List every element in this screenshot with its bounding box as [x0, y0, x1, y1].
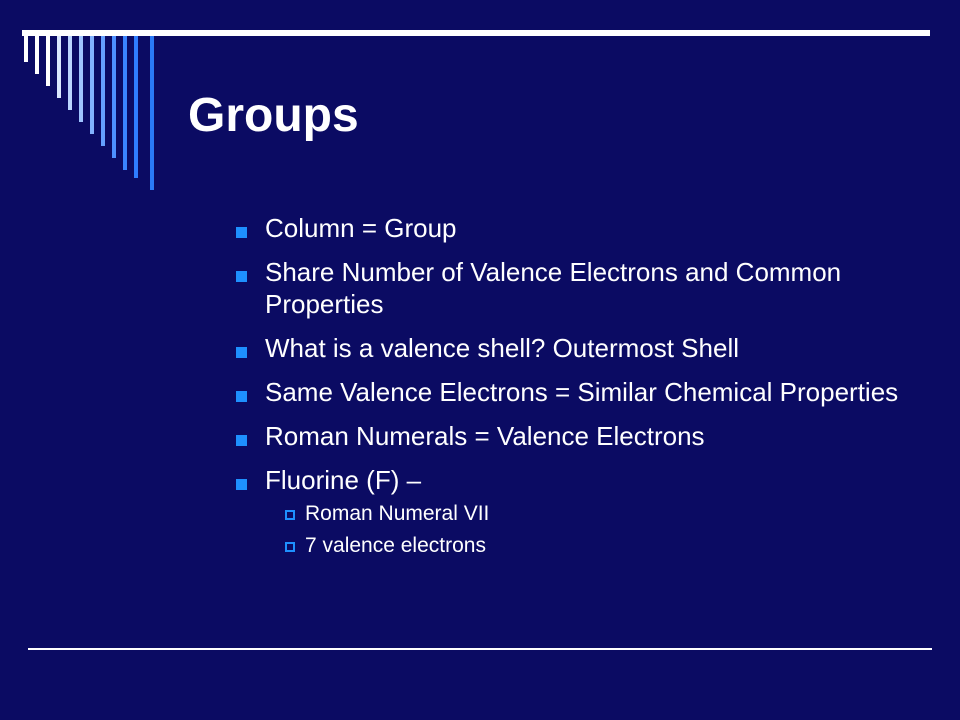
stripe — [112, 36, 116, 158]
stripe — [46, 36, 50, 86]
sub-bullet-text: Roman Numeral VII — [305, 502, 490, 525]
bullet-text: Column = Group — [265, 213, 457, 243]
bullet-list — [236, 212, 916, 574]
stripe — [134, 36, 138, 178]
hollow-square-bullet-icon — [285, 542, 295, 552]
stripe — [150, 36, 154, 190]
bullet-item — [236, 212, 916, 244]
stripe — [79, 36, 83, 122]
bullet-text: Fluorine (F) – — [265, 465, 422, 495]
bullet-text: What is a valence shell? Outermost Shell — [265, 333, 739, 363]
bullet-item — [236, 332, 916, 364]
slide-title: Groups — [188, 89, 359, 142]
stripe — [101, 36, 105, 146]
square-bullet-icon — [236, 347, 247, 358]
square-bullet-icon — [236, 435, 247, 446]
sub-bullet-list — [265, 498, 916, 562]
stripe — [90, 36, 94, 134]
square-bullet-icon — [236, 479, 247, 490]
square-bullet-icon — [236, 271, 247, 282]
square-bullet-icon — [236, 227, 247, 238]
bullet-text: Same Valence Electrons = Similar Chemical Properties — [265, 377, 899, 407]
bullet-item — [236, 464, 916, 562]
square-bullet-icon — [236, 391, 247, 402]
bullet-item — [236, 256, 916, 320]
sub-bullet-item — [268, 530, 916, 562]
stripe — [57, 36, 61, 98]
bullet-item — [236, 420, 916, 452]
bullet-item — [236, 376, 916, 408]
hollow-square-bullet-icon — [285, 510, 295, 520]
stripe — [123, 36, 127, 170]
sub-bullet-item — [268, 498, 916, 530]
bullet-text: Share Number of Valence Electrons and Common Properties — [265, 257, 842, 319]
stripe — [24, 36, 28, 62]
bottom-rule — [28, 648, 932, 650]
bullet-text: Roman Numerals = Valence Electrons — [265, 421, 705, 451]
decorative-stripes — [0, 0, 200, 200]
sub-bullet-text: 7 valence electrons — [305, 534, 486, 557]
stripe — [68, 36, 72, 110]
stripe — [35, 36, 39, 74]
